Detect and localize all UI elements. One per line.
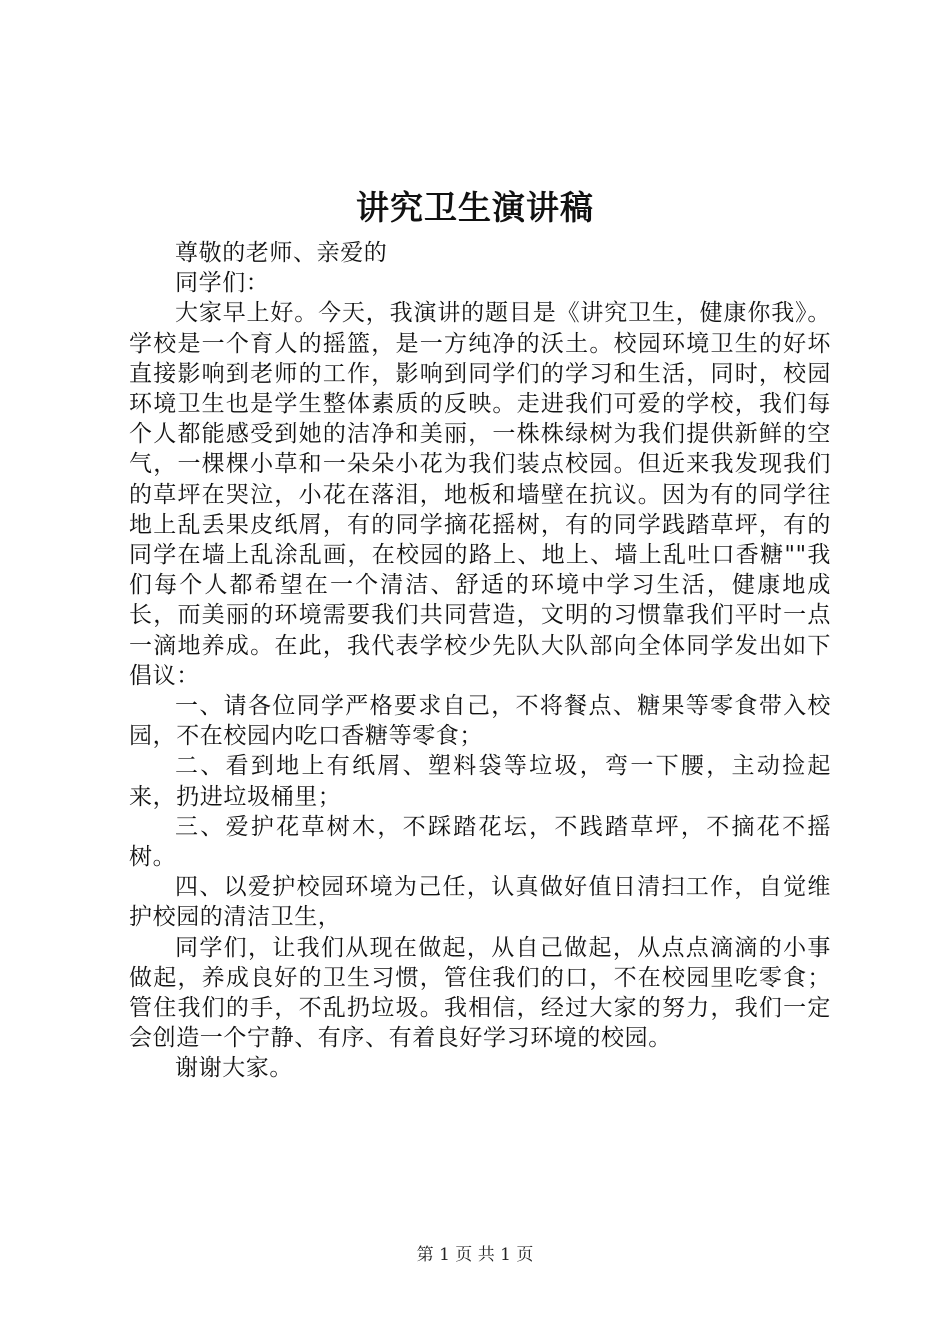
proposal-item-3: 三、爱护花草树木，不踩踏花坛，不践踏草坪，不摘花不摇树。 (129, 813, 831, 871)
proposal-item-2: 二、看到地上有纸屑、塑料袋等垃圾，弯一下腰，主动捡起来，扔进垃圾桶里； (129, 753, 831, 810)
page-number-footer: 第 1 页 共 1 页 (416, 1245, 534, 1265)
proposal-item-1: 一、请各位同学严格要求自己，不将餐点、糖果等零食带入校园，不在校园内吃口香糖等零食； (129, 693, 831, 750)
salutation-line-2: 同学们： (175, 270, 270, 297)
document-body (129, 238, 831, 1084)
paragraph-intro: 大家早上好。今天，我演讲的题目是《讲究卫生，健康你我》。学校是一个育人的摇篮，是一方纯净的沃土。校园环境卫生的好坏直接影响到老师的工作，影响到同学们的学习和生活，同时，校园环境卫生也是学生整体素质的反映。走进我们可爱的学校，我们每个人都能感受到她的洁净和美丽，一株株绿树为我们提供新鲜的空气，一棵棵小草和一朵朵小花为我们装点校园。但近来我发现我们的草坪在哭泣，小花在落泪，地板和墙壁在抗议。因为有的同学往地上乱丢果皮纸屑，有的同学摘花摇树，有的同学践踏草坪，有的同学在墙上乱涂乱画，在校园的路上、地上、墙上乱吐口香糖""我们每个人都希望在一个清洁、舒适的环境中学习生活，健康地成长，而美丽的环境需要我们共同营造，文明的习惯靠我们平时一点一滴地养成。在此，我代表学校少先队大队部向全体同学发出如下倡议： (129, 300, 831, 689)
paragraph-closing: 同学们，让我们从现在做起，从自己做起，从点点滴滴的小事做起，养成良好的卫生习惯，管住我们的口，不在校园里吃零食；管住我们的手，不乱扔垃圾。我相信，经过大家的努力，我们一定会创造一个宁静、有序、有着良好学习环境的校园。 (129, 934, 831, 1052)
thanks-line: 谢谢大家。 (175, 1055, 293, 1082)
document-title: 讲究卫生演讲稿 (356, 188, 594, 227)
proposal-item-4: 四、以爱护校园环境为己任，认真做好值日清扫工作，自觉维护校园的清洁卫生， (129, 874, 831, 931)
salutation-line-1: 尊敬的老师、亲爱的 (175, 240, 388, 266)
